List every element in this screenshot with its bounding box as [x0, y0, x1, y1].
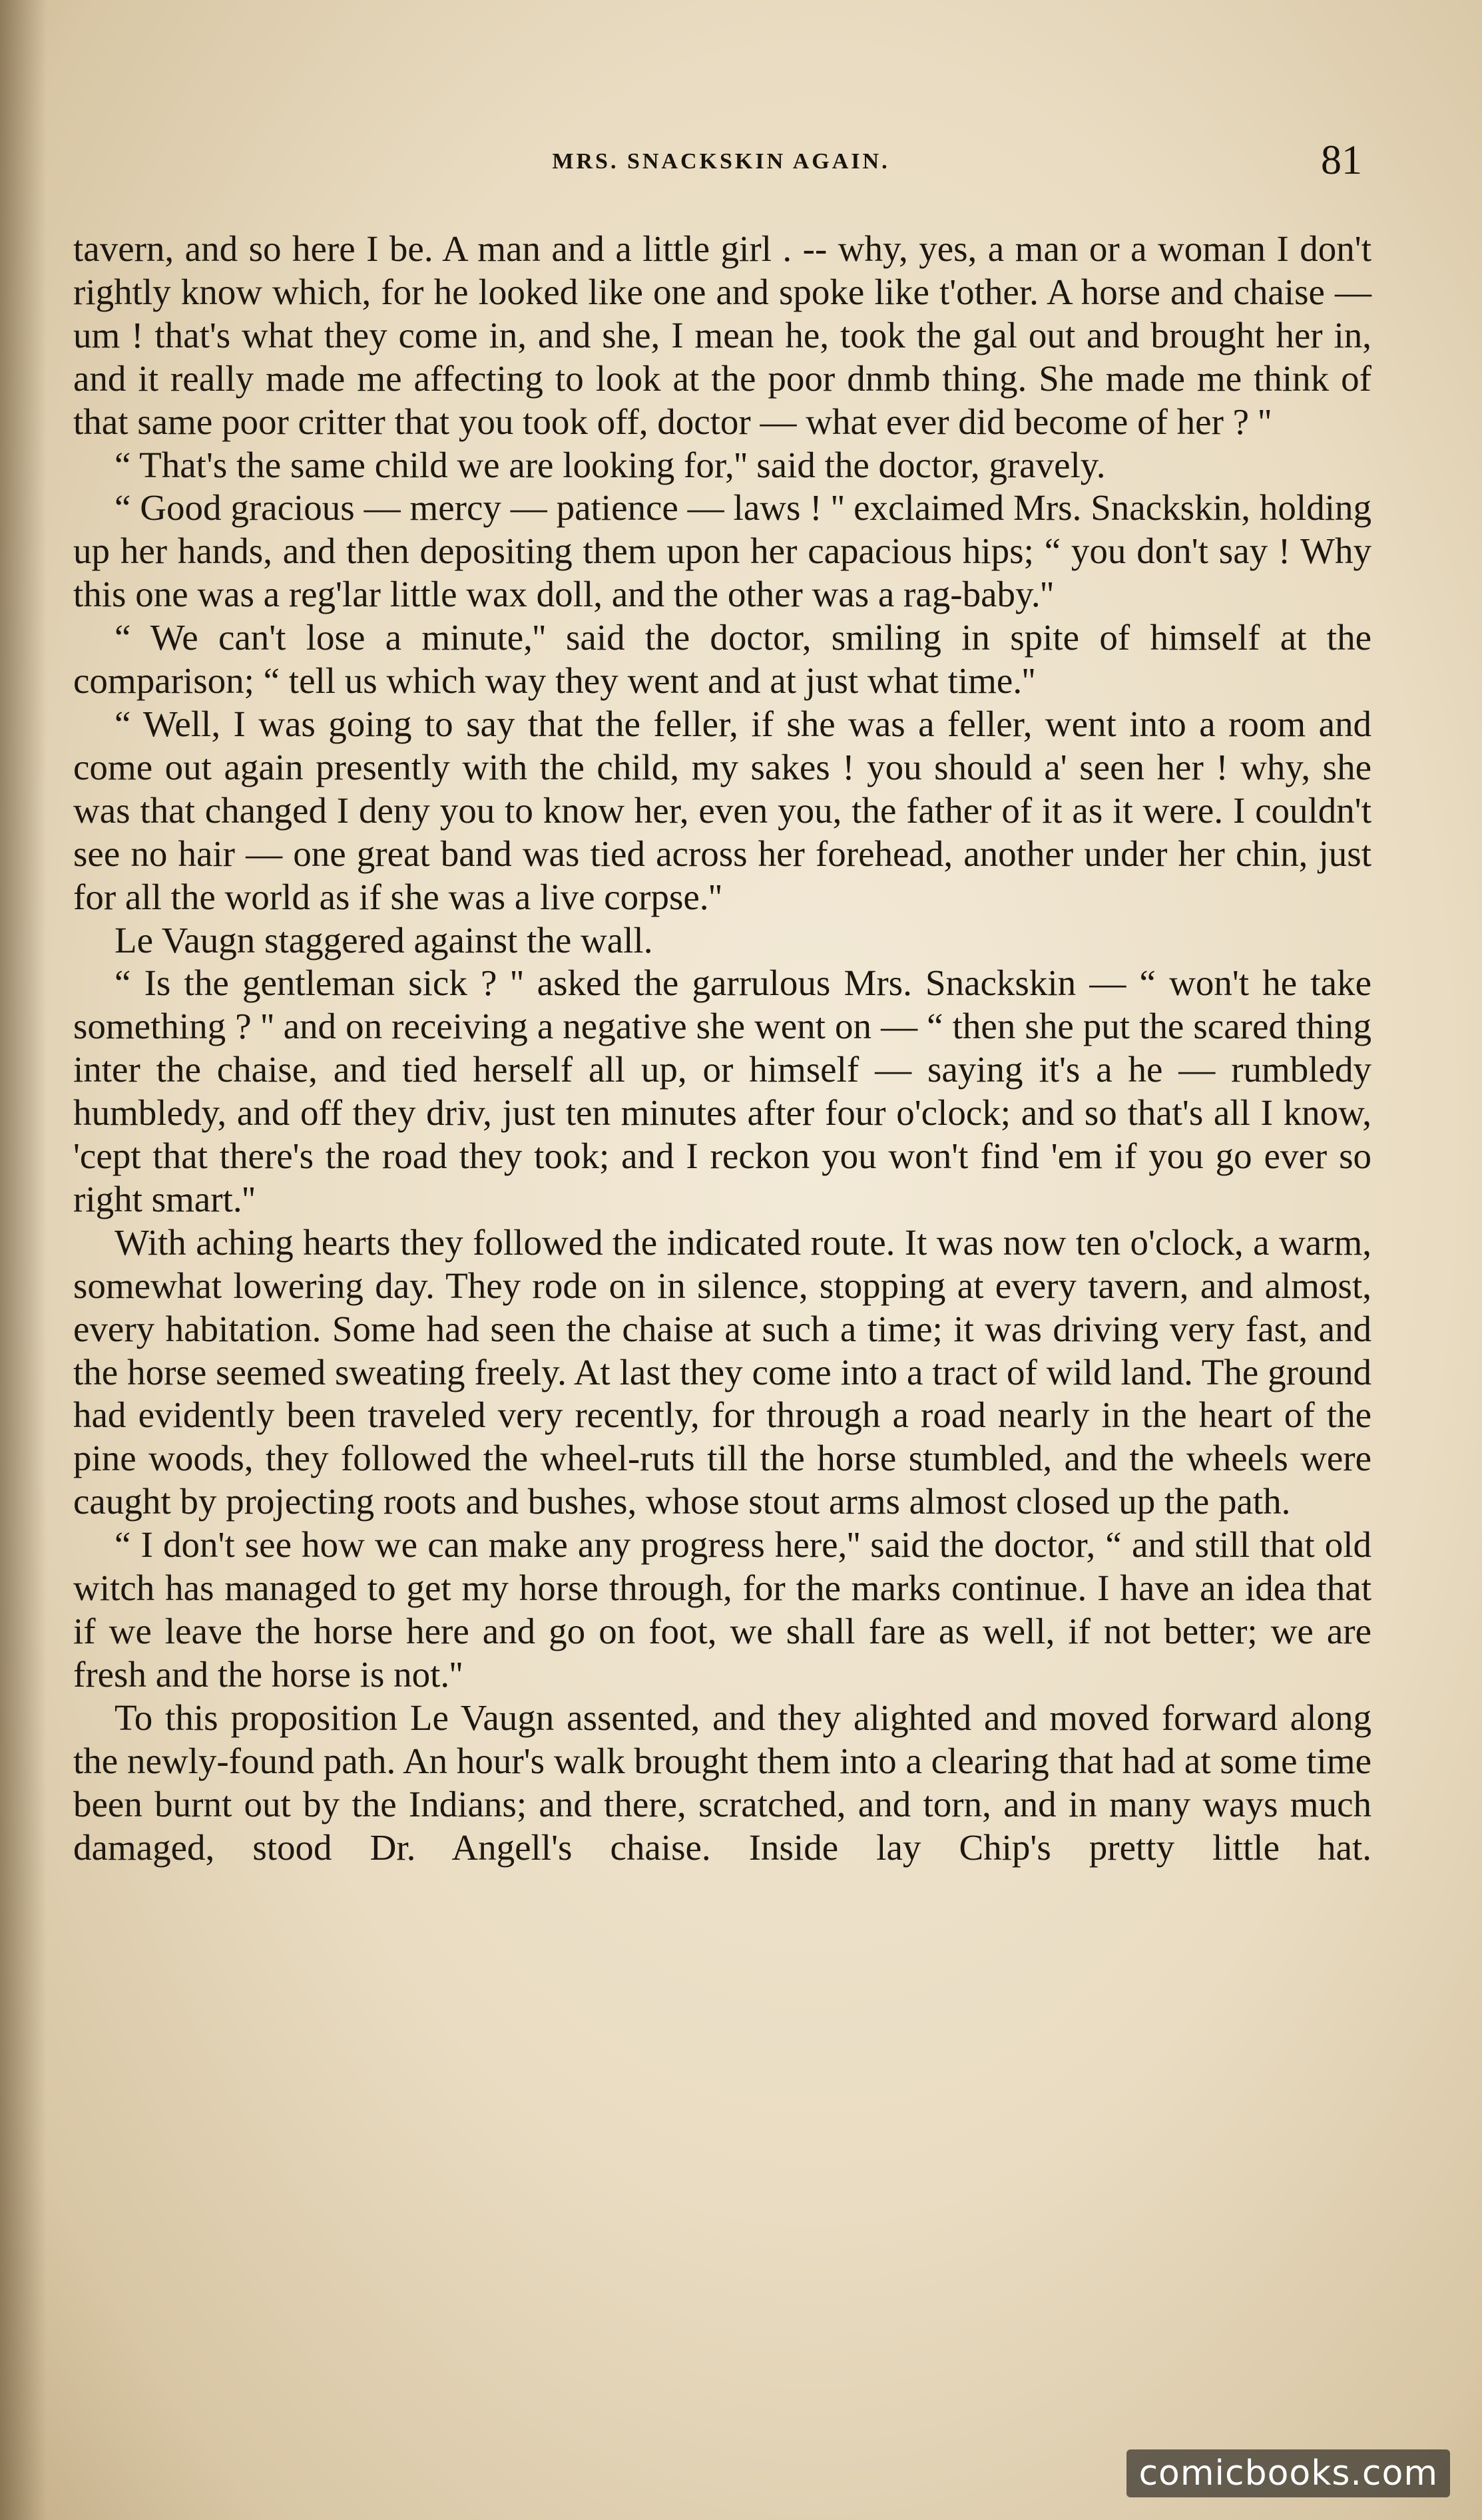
paragraph-5: “ Well, I was going to say that the feller, if she was a feller, went into a room and come out again presently with the child, my sakes ! you should a' seen her ! why, she was that changed I deny you to know her, even you, the father of it as it were. I couldn't see no hair — one great band was tied across her forehead, another under her chin, just for all the world as if she was a live corpse.'': [73, 703, 1371, 917]
running-title: MRS. SNACKSKIN AGAIN.: [552, 149, 890, 174]
spine-shadow: [0, 0, 47, 2520]
paragraph-2: “ That's the same child we are looking for,'' said the doctor, gravely.: [115, 444, 1106, 485]
paragraph-9: “ I don't see how we can make any progress here,'' said the doctor, “ and still that old witch has managed to get my horse through, for the marks continue. I have an idea that if we leave the horse here and go on foot, we shall fare as well, if not better; we are fresh and the horse is not.'': [73, 1524, 1371, 1695]
page-number: 81: [1321, 138, 1362, 183]
paragraph-10: To this proposition Le Vaugn assented, and they alighted and moved forward along the newly-found path. An hour's walk brought them into a clearing that had at some time been burnt out by the Indians; and there, scratched, and torn, and in many ways much damaged, stood Dr. Angell's chaise. Inside lay Chip's pretty little hat.: [73, 1697, 1371, 1868]
paragraph-3: “ Good gracious — mercy — patience — laws ! '' exclaimed Mrs. Snackskin, holding up her hands, and then depositing them upon her capacious hips; “ you don't say ! Why this one was a reg'lar little wax doll, and the other was a rag-baby.'': [73, 487, 1371, 615]
body-text: [73, 228, 1371, 1869]
watermark: comicbooks.com: [1126, 2449, 1450, 2497]
paragraph-4: “ We can't lose a minute,'' said the doctor, smiling in spite of himself at the comparison; “ tell us which way they went and at just what time.'': [73, 617, 1371, 702]
paragraph-6: Le Vaugn staggered against the wall.: [115, 919, 653, 960]
paragraph-1: tavern, and so here I be. A man and a little girl . -- why, yes, a man or a woman I don't rightly know which, for he looked like one and spoke like t'other. A horse and chaise — um ! that's what they come in, and she, I mean he, took the gal out and brought her in, and it really made me affecting to look at the poor dnmb thing. She made me think of that same poor critter that you took off, doctor — what ever did become of her ? '': [73, 228, 1371, 442]
paragraph-8: With aching hearts they followed the indicated route. It was now ten o'clock, a warm, somewhat lowering day. They rode on in silence, stopping at every tavern, and almost, every habitation. Some had seen the chaise at such a time; it was driving very fast, and the horse seemed sweating freely. At last they come into a tract of wild land. The ground had evidently been traveled very recently, for through a road nearly in the heart of the pine woods, they followed the wheel-ruts till the horse stumbled, and the wheels were caught by projecting roots and bushes, whose stout arms almost closed up the path.: [73, 1221, 1371, 1522]
running-head: [80, 133, 1362, 186]
paragraph-7: “ Is the gentleman sick ? '' asked the garrulous Mrs. Snackskin — “ won't he take something ? '' and on receiving a negative she went on — “ then she put the scared thing inter the chaise, and tied herself all up, or himself — saying it's a he — rumbledy humbledy, and off they driv, just ten minutes after four o'clock; and so that's all I know, 'cept that there's the road they took; and I reckon you won't find 'em if you go ever so right smart.'': [73, 962, 1371, 1219]
